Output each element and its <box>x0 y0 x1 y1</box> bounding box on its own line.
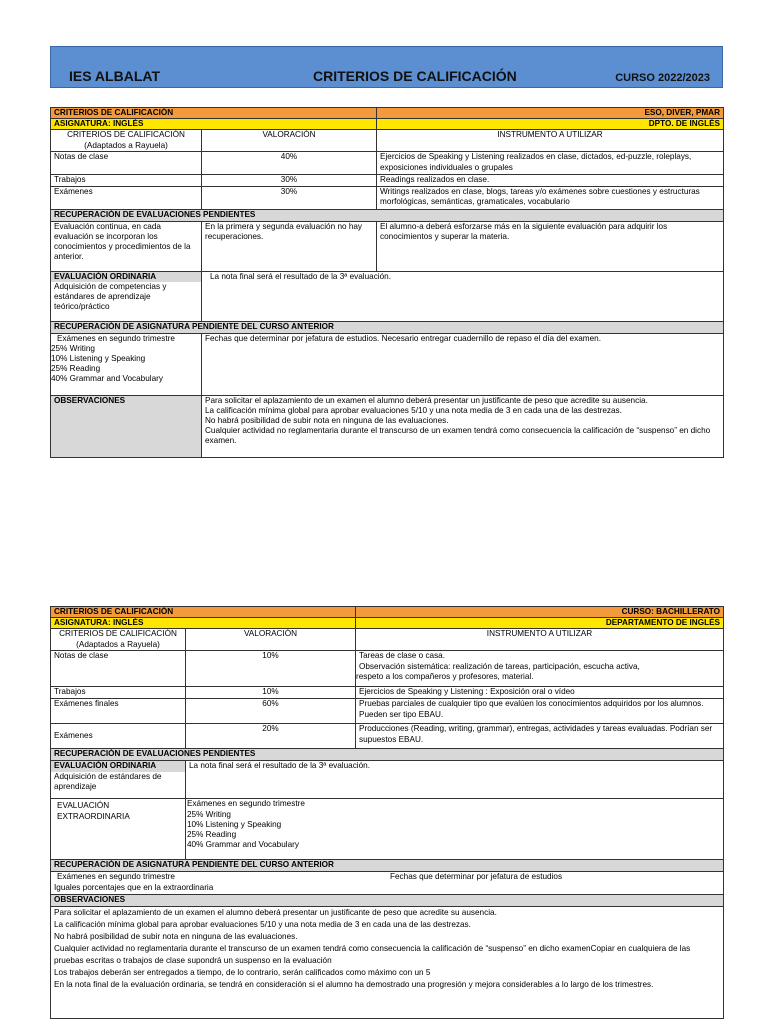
extraordinaria-details: Exámenes en segundo trimestre 25% Writing 10% Listening y Speaking 25% Reading 40% Grammar and Vocabulary <box>186 799 724 860</box>
table-row <box>51 186 724 209</box>
observaciones-heading: OBSERVACIONES <box>51 895 724 907</box>
table-row <box>51 333 724 395</box>
ordinaria-cell: EVALUACIÓN ORDINARIA Adquisición de estándares de aprendizaje <box>51 761 186 799</box>
valor-cell: 30% <box>202 175 377 186</box>
document-header <box>50 46 723 88</box>
table-row <box>51 699 724 724</box>
table-row <box>51 907 724 1019</box>
observaciones-heading: OBSERVACIONES <box>51 395 202 457</box>
table-row <box>51 271 724 321</box>
valor-cell: 10% <box>186 687 356 699</box>
column-header-valoracion: VALORACIÓN <box>202 130 377 152</box>
pendiente-details: Exámenes en segundo trimestre Iguales porcentajes que en la extraordinaria Fechas que determinar por jefatura de estudios <box>51 872 724 895</box>
valor-cell: 10% <box>186 651 356 687</box>
criterio-cell: Exámenes <box>51 724 186 749</box>
table-row <box>51 651 724 687</box>
ordinaria-text: La nota final será el resultado de la 3ª evaluación. <box>186 761 724 799</box>
table-row <box>51 761 724 799</box>
table-title: CRITERIOS DE CALIFICACIÓN <box>51 607 356 618</box>
instrumento-cell: Ejercicios de Speaking y Listening : Exposición oral o vídeo <box>356 687 724 699</box>
table-row <box>51 799 724 860</box>
recuperacion-cell: El alumno-a deberá esforzarse más en la siguiente evaluación para adquirir los conocimientos y superar la materia. <box>377 221 724 271</box>
column-header-instrumento: INSTRUMENTO A UTILIZAR <box>356 629 724 651</box>
section-heading-pendiente: RECUPERACIÓN DE ASIGNATURA PENDIENTE DEL CURSO ANTERIOR <box>51 860 724 872</box>
table-title: CRITERIOS DE CALIFICACIÓN <box>51 108 377 119</box>
instrumento-cell: Producciones (Reading, writing, grammar), entregas, actividades y tareas evaluadas. Podrían ser supuestos EBAU. <box>356 724 724 749</box>
column-header-criterio: CRITERIOS DE CALIFICACIÓN (Adaptados a Rayuela) <box>51 130 202 152</box>
school-name: IES ALBALAT <box>69 68 160 84</box>
table-row <box>51 395 724 457</box>
observaciones-text: Para solicitar el aplazamiento de un examen el alumno deberá presentar un justificante de peso que acredite su ausencia. La calificación mínima global para aprobar evaluaciones 5/10 y una nota media de 3 en cada una de las destrezas. No habrá posibilidad de subir nota en ninguna de las evaluaciones. Cualquier actividad no reglamentaria durante el transcurso de un examen tendrá como consecuencia la calificación de “suspenso” en dicho examenCopiar en cualquiera de las pruebas escritas o trabajos de clase supondrá un suspenso en la evaluación Los trabajos deberán ser entregados a tiempo, de lo contrario, serán calificados como máximo con un 5 En la nota final de la evaluación ordinaria, se tendrá en consideración si el alumno ha demostrado una progresión y mejora considerables a lo largo de los trimestres. <box>51 907 724 1019</box>
department-label: DPTO. DE INGLÉS <box>377 119 724 130</box>
extraordinaria-heading: EVALUACIÓN EXTRAORDINARIA <box>51 799 186 860</box>
table-row <box>51 872 724 895</box>
pendiente-dates: Fechas que determinar por jefatura de estudios <box>390 872 563 882</box>
column-header-instrumento: INSTRUMENTO A UTILIZAR <box>377 130 724 152</box>
course-label: CURSO: BACHILLERATO <box>356 607 724 618</box>
instrumento-cell: Writings realizados en clase, blogs, tareas y/o exámenes sobre cuestiones y estructuras morfológicas, semánticas, gramaticales, vocabulario <box>377 186 724 209</box>
ordinaria-text: La nota final será el resultado de la 3ª evaluación. <box>202 271 724 321</box>
column-header-criterio: CRITERIOS DE CALIFICACIÓN (Adaptados a Rayuela) <box>51 629 186 651</box>
table-row <box>51 687 724 699</box>
recuperacion-cell: En la primera y segunda evaluación no hay recuperaciones. <box>202 221 377 271</box>
criterio-cell: Trabajos <box>51 687 186 699</box>
criterio-cell: Exámenes <box>51 186 202 209</box>
department-label: DEPARTAMENTO DE INGLÉS <box>356 618 724 629</box>
valor-cell: 60% <box>186 699 356 724</box>
criterio-cell: Exámenes finales <box>51 699 186 724</box>
section-heading-recuperacion: RECUPERACIÓN DE EVALUACIONES PENDIENTES <box>51 749 724 761</box>
criterio-cell: Notas de clase <box>51 651 186 687</box>
pendiente-text: Fechas que determinar por jefatura de estudios. Necesario entregar cuadernillo de repaso el día del examen. <box>202 333 724 395</box>
valor-cell: 30% <box>202 186 377 209</box>
pendiente-details: Exámenes en segundo trimestre 25% Writing 10% Listening y Speaking 25% Reading 40% Grammar and Vocabulary <box>51 333 202 395</box>
table-row <box>51 152 724 175</box>
school-year: CURSO 2022/2023 <box>615 72 710 84</box>
ordinaria-cell: EVALUACIÓN ORDINARIA Adquisición de competencias y estándares de aprendizaje teórico/práctico <box>51 271 202 321</box>
column-header-valoracion: VALORACIÓN <box>186 629 356 651</box>
instrumento-cell: Ejercicios de Speaking y Listening realizados en clase, dictados, ed-puzzle, roleplays, exposiciones individuales o grupales <box>377 152 724 175</box>
criterio-cell: Notas de clase <box>51 152 202 175</box>
table-row <box>51 724 724 749</box>
recuperacion-cell: Evaluación continua, en cada evaluación se incorporan los conocimientos y procedimientos de la anterior. <box>51 221 202 271</box>
table-row <box>51 221 724 271</box>
subject-label: ASIGNATURA: INGLÉS <box>51 618 356 629</box>
criterio-cell: Trabajos <box>51 175 202 186</box>
criteria-table-bachillerato <box>50 606 724 1019</box>
instrumento-cell: Readings realizados en clase. <box>377 175 724 186</box>
criteria-table-eso <box>50 107 724 458</box>
table-row <box>51 175 724 186</box>
section-heading-pendiente: RECUPERACIÓN DE ASIGNATURA PENDIENTE DEL CURSO ANTERIOR <box>51 321 724 333</box>
section-heading-recuperacion: RECUPERACIÓN DE EVALUACIONES PENDIENTES <box>51 209 724 221</box>
course-label: ESO, DIVER, PMAR <box>377 108 724 119</box>
valor-cell: 40% <box>202 152 377 175</box>
instrumento-cell: Tareas de clase o casa. Observación sistemática: realización de tareas, participación, escucha activa, respeto a los compañeros y profesores, material. <box>356 651 724 687</box>
subject-label: ASIGNATURA: INGLÉS <box>51 119 377 130</box>
valor-cell: 20% <box>186 724 356 749</box>
observaciones-text: Para solicitar el aplazamiento de un examen el alumno deberá presentar un justificante de peso que acredite su ausencia. La calificación mínima global para aprobar evaluaciones 5/10 y una nota media de 3 en cada una de las destrezas. No habrá posibilidad de subir nota en ninguna de las evaluaciones. Cualquier actividad no reglamentaria durante el transcurso de un examen tendrá como consecuencia la calificación de “suspenso” en dicho examen. <box>202 395 724 457</box>
instrumento-cell: Pruebas parciales de cualquier tipo que evalúen los conocimientos adquiridos por los alumnos. Pueden ser tipo EBAU. <box>356 699 724 724</box>
document-title: CRITERIOS DE CALIFICACIÓN <box>313 68 517 84</box>
